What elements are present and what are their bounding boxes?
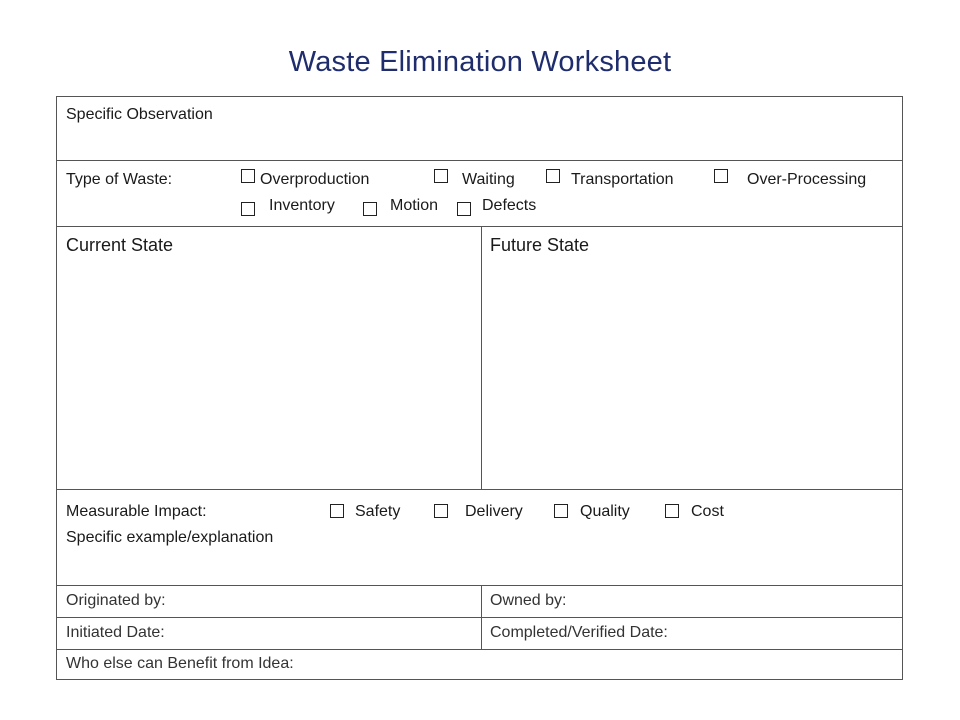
delivery-label: Delivery: [465, 503, 523, 520]
transportation-label: Transportation: [571, 171, 674, 188]
motion-label: Motion: [390, 197, 439, 214]
initiated-date-label: Initiated Date:: [66, 624, 165, 641]
observation-section[interactable]: [57, 97, 902, 161]
originated-by-label: Originated by:: [66, 592, 166, 609]
quality-label: Quality: [580, 503, 630, 520]
observation-label: Specific Observation: [66, 106, 213, 123]
cost-checkbox[interactable]: [665, 504, 679, 518]
defects-label: Defects: [482, 197, 537, 214]
over-processing-label: Over-Processing: [747, 171, 867, 188]
over-processing-checkbox[interactable]: [714, 169, 728, 183]
completed-date-field[interactable]: [482, 618, 902, 649]
transportation-checkbox[interactable]: [546, 169, 560, 183]
dates-row: [57, 618, 902, 650]
waiting-label: Waiting: [462, 171, 515, 188]
quality-checkbox[interactable]: [554, 504, 568, 518]
waste-type-label: Type of Waste:: [66, 171, 173, 188]
delivery-checkbox[interactable]: [434, 504, 448, 518]
current-state-label: Current State: [66, 235, 174, 255]
owned-by-field[interactable]: [482, 586, 902, 617]
cost-label: Cost: [691, 503, 724, 520]
benefit-label: Who else can Benefit from Idea:: [66, 655, 294, 672]
defects-checkbox[interactable]: [457, 202, 471, 216]
safety-label: Safety: [355, 503, 401, 520]
state-section: [57, 227, 902, 490]
originated-by-field[interactable]: [57, 586, 481, 617]
future-state-box[interactable]: [482, 227, 902, 489]
owned-by-label: Owned by:: [490, 592, 567, 609]
future-state-label: Future State: [490, 235, 590, 255]
initiated-date-field[interactable]: [57, 618, 481, 649]
impact-section: [57, 490, 902, 586]
completed-date-label: Completed/Verified Date:: [490, 624, 668, 641]
benefit-row[interactable]: [57, 650, 902, 680]
worksheet-title: Waste Elimination Worksheet: [288, 46, 672, 78]
inventory-checkbox[interactable]: [241, 202, 255, 216]
impact-label: Measurable Impact:: [66, 503, 207, 520]
overproduction-label: Overproduction: [260, 171, 370, 188]
safety-checkbox[interactable]: [330, 504, 344, 518]
motion-checkbox[interactable]: [363, 202, 377, 216]
worksheet-form: [56, 96, 903, 680]
explanation-label: Specific example/explanation: [66, 529, 274, 546]
current-state-box[interactable]: [57, 227, 481, 489]
overproduction-checkbox[interactable]: [241, 169, 255, 183]
waste-type-section: [57, 161, 902, 227]
originated-owned-row: [57, 586, 902, 618]
waiting-checkbox[interactable]: [434, 169, 448, 183]
inventory-label: Inventory: [269, 197, 335, 214]
